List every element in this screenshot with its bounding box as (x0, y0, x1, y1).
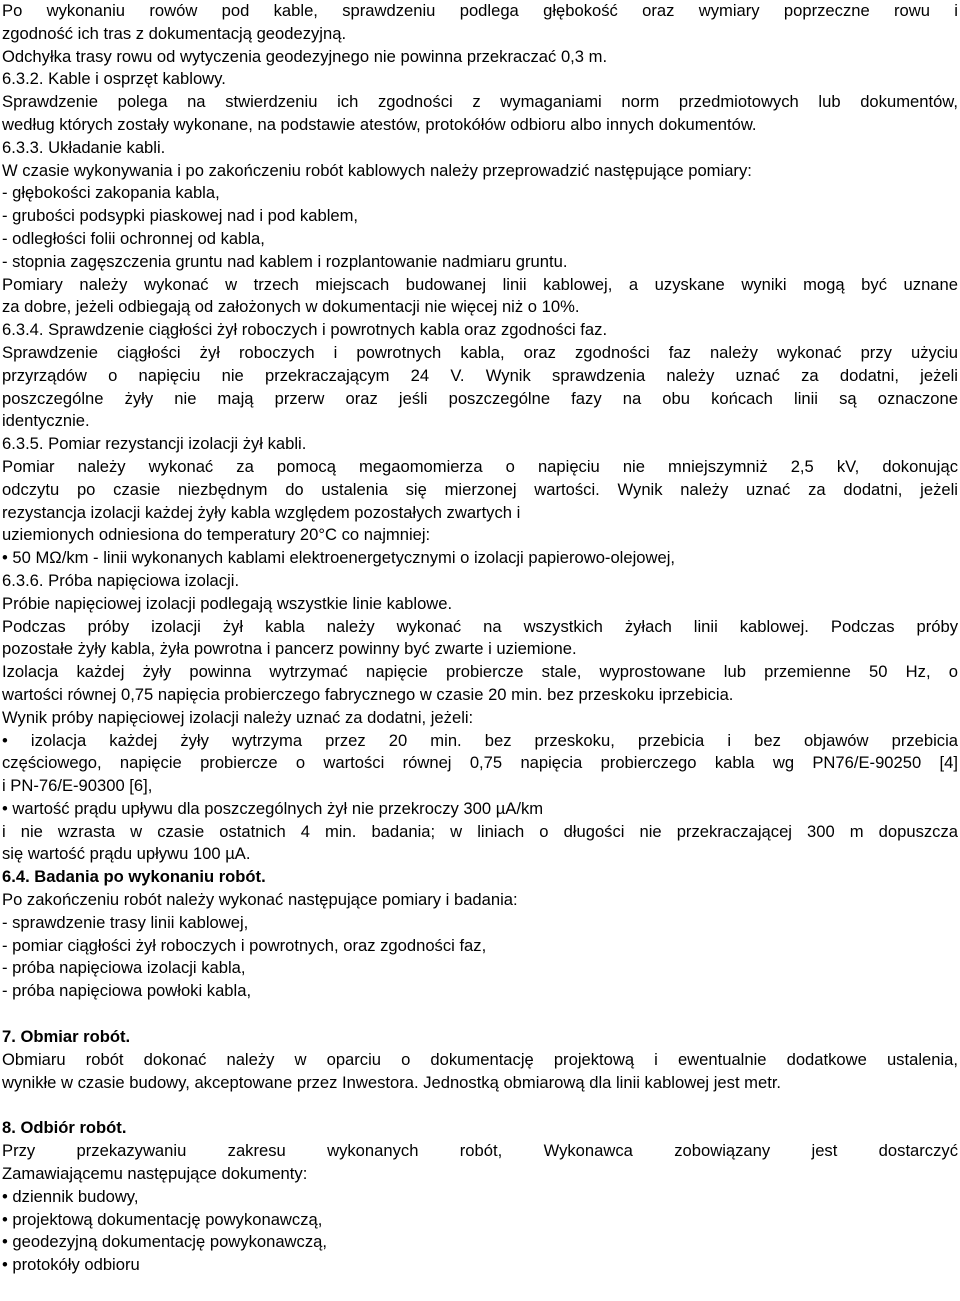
text-line: - głębokości zakopania kabla, (2, 183, 220, 203)
text-line: Izolacja każdej żyły powinna wytrzymać napięcie probiercze stale, wyprostowane lub przemienne 50 Hz, o (2, 662, 958, 682)
text-line: i PN-76/E-90300 [6], (2, 776, 153, 796)
text-line: Przy przekazywaniu zakresu wykonanych robót, Wykonawca zobowiązany jest dostarczyć (2, 1141, 958, 1161)
text-line: • 50 MΩ/km - linii wykonanych kablami elektroenergetycznymi o izolacji papierowo-olejowej, (2, 548, 676, 568)
text-line: pozostałe żyły kabla, żyła powrotna i pancerz powinny być zwarte i uziemione. (2, 639, 577, 659)
text-line: - próba napięciowa izolacji kabla, (2, 958, 246, 978)
text-line: według których zostały wykonane, na podstawie atestów, protokółów odbioru albo innych dokumentów. (2, 114, 757, 134)
section-heading: 7. Obmiar robót. (2, 1027, 131, 1047)
text-line: • protokóły odbioru (2, 1255, 140, 1275)
text-line: - próba napięciowa powłoki kabla, (2, 981, 252, 1001)
text-line: rezystancja izolacji każdej żyły kabla względem pozostałych zwartych i (2, 502, 521, 522)
text-line: - odległości folii ochronnej od kabla, (2, 228, 265, 248)
text-line: identycznie. (2, 411, 90, 431)
text-line: Próbie napięciowej izolacji podlegają wszystkie linie kablowe. (2, 593, 453, 613)
text-line: Sprawdzenie polega na stwierdzeniu ich zgodności z wymaganiami norm przedmiotowych lub dokumentów, (2, 92, 958, 112)
text-line: - sprawdzenie trasy linii kablowej, (2, 912, 249, 932)
blank-line (2, 1003, 958, 1026)
section-heading: 6.4. Badania po wykonaniu robót. (2, 867, 266, 887)
text-line: odczytu po czasie niezbędnym do ustalenia się mierzonej wartości. Wynik należy uznać za dodatni, jeżeli (2, 479, 958, 499)
text-line: W czasie wykonywania i po zakończeniu robót kablowych należy przeprowadzić następujące pomiary: (2, 160, 752, 180)
text-line: wynikłe w czasie budowy, akceptowane przez Inwestora. Jednostką obmiarową dla linii kablowej jest metr. (2, 1072, 782, 1092)
text-line: Odchyłka trasy rowu od wytyczenia geodezyjnego nie powinna przekraczać 0,3 m. (2, 46, 608, 66)
text-line: za dobre, jeżeli odbiegają od założonych w dokumentacji nie więcej niż o 10%. (2, 297, 580, 317)
text-line: • izolacja każdej żyły wytrzyma przez 20 min. bez przeskoku, przebicia i bez objawów przebicia (2, 730, 958, 750)
text-line: Po zakończeniu robót należy wykonać następujące pomiary i badania: (2, 890, 518, 910)
text-line: poszczególne żyły nie mają przerw oraz jeśli poszczególne fazy na obu końcach linii są oznaczone (2, 388, 958, 408)
text-line: częściowego, napięcie probiercze o wartości równej 0,75 napięcia probierczego kabla wg PN76/E-90250 [4] (2, 753, 958, 773)
text-line: Zamawiającemu następujące dokumenty: (2, 1164, 308, 1184)
text-line: 6.3.3. Układanie kabli. (2, 137, 166, 157)
text-line: Wynik próby napięciowej izolacji należy uznać za dodatni, jeżeli: (2, 707, 474, 727)
text-line: się wartość prądu upływu 100 µA. (2, 844, 251, 864)
text-line: 6.3.2. Kable i osprzęt kablowy. (2, 69, 226, 89)
text-line: Obmiaru robót dokonać należy w oparciu o dokumentację projektową i ewentualnie dodatkowe ustalenia, (2, 1049, 958, 1069)
text-line: uziemionych odniesiona do temperatury 20°C co najmniej: (2, 525, 431, 545)
text-line: - grubości podsypki piaskowej nad i pod kablem, (2, 206, 359, 226)
text-line: Po wykonaniu rowów pod kable, sprawdzeniu podlega głębokość oraz wymiary poprzeczne rowu i (2, 1, 958, 20)
text-line: • geodezyjną dokumentację powykonawczą, (2, 1232, 327, 1252)
text-line: • dziennik budowy, (2, 1186, 139, 1206)
text-line: przyrządów o napięciu nie przekraczającym 24 V. Wynik sprawdzenia należy uznać za dodatni, jeżeli (2, 365, 958, 385)
text-line: 6.3.5. Pomiar rezystancji izolacji żył kabli. (2, 434, 307, 454)
text-line: 6.3.6. Próba napięciowa izolacji. (2, 570, 240, 590)
text-line: Pomiar należy wykonać za pomocą megaomomierza o napięciu nie mniejszymniż 2,5 kV, dokonując (2, 456, 958, 476)
section-heading: 8. Odbiór robót. (2, 1118, 127, 1138)
text-line: • projektową dokumentację powykonawczą, (2, 1209, 323, 1229)
text-line: i nie wzrasta w czasie ostatnich 4 min. badania; w liniach o długości nie przekraczającej 300 m dopuszcza (2, 821, 958, 841)
text-line: zgodność ich tras z dokumentacją geodezyjną. (2, 23, 347, 43)
text-line: - stopnia zagęszczenia gruntu nad kablem i rozplantowanie nadmiaru gruntu. (2, 251, 568, 271)
text-line: wartości równej 0,75 napięcia probierczego fabrycznego w czasie 20 min. bez przeskoku iprzebicia. (2, 684, 734, 704)
text-line: Podczas próby izolacji żył kabla należy wykonać na wszystkich żyłach linii kablowej. Podczas próby (2, 616, 958, 636)
text-line: 6.3.4. Sprawdzenie ciągłości żył roboczych i powrotnych kabla oraz zgodności faz. (2, 320, 608, 340)
text-line: • wartość prądu upływu dla poszczególnych żył nie przekroczy 300 µA/km (2, 798, 544, 818)
text-line: Pomiary należy wykonać w trzech miejscach budowanej linii kablowej, a uzyskane wyniki mogą być uznane (2, 274, 958, 294)
text-line: Sprawdzenie ciągłości żył roboczych i powrotnych kabla, oraz zgodności faz należy wykonać przy użyciu (2, 342, 958, 362)
blank-line (2, 1094, 958, 1117)
text-line: - pomiar ciągłości żył roboczych i powrotnych, oraz zgodności faz, (2, 935, 487, 955)
